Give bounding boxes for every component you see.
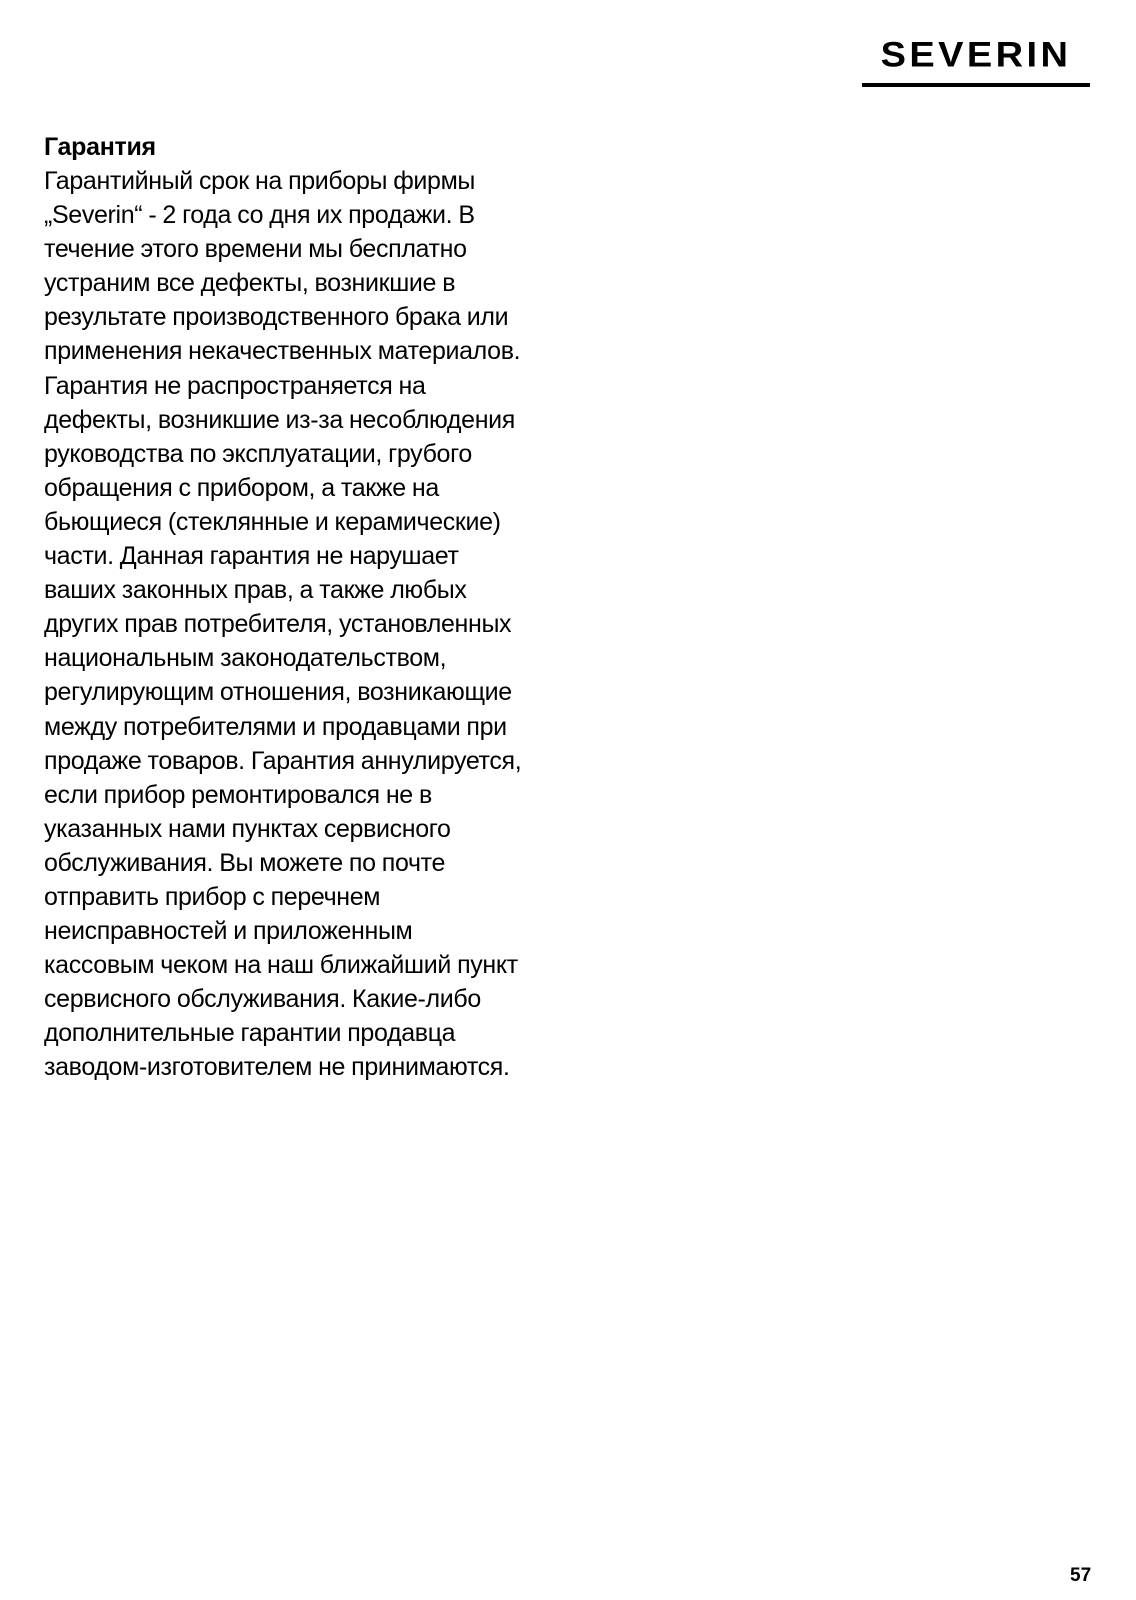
text-line: результате производственного брака или: [44, 303, 509, 332]
text-line: сервисного обслуживания. Какие-либо: [44, 985, 481, 1014]
text-line: течение этого времени мы бесплатно: [44, 235, 467, 264]
warranty-section: [44, 130, 584, 1085]
text-line: отправить прибор с перечнем: [44, 882, 381, 911]
warranty-text: [44, 164, 584, 1085]
text-line: бьющиеся (стеклянные и керамические): [44, 507, 501, 536]
text-line: дополнительные гарантии продавца: [44, 1019, 456, 1048]
text-line: национальным законодательством,: [44, 644, 447, 673]
text-line: устраним все дефекты, возникшие в: [44, 269, 456, 298]
text-line: заводом-изготовителем не принимаются.: [44, 1053, 510, 1082]
text-line: обслуживания. Вы можете по почте: [44, 848, 445, 877]
text-line: регулирующим отношения, возникающие: [44, 678, 512, 707]
severin-logo: SEVERIN: [880, 36, 1072, 75]
section-title: Гарантия: [44, 133, 156, 161]
text-line: неисправностей и приложенным: [44, 917, 413, 946]
logo-underline: [862, 83, 1090, 87]
text-line: руководства по эксплуатации, грубого: [44, 439, 472, 468]
text-line: продаже товаров. Гарантия аннулируется,: [44, 746, 522, 775]
text-line: применения некачественных материалов.: [44, 337, 521, 366]
text-line: кассовым чеком на наш ближайший пункт: [44, 951, 518, 980]
text-line: части. Данная гарантия не нарушает: [44, 542, 459, 571]
text-line: других прав потребителя, установленных: [44, 610, 512, 639]
text-line: обращения с прибором, а также на: [44, 473, 439, 502]
text-line: Гарантия не распространяется на: [44, 371, 426, 400]
page-number: 57: [1070, 1565, 1092, 1586]
text-line: между потребителями и продавцами при: [44, 712, 507, 741]
text-line: если прибор ремонтировался не в: [44, 780, 432, 809]
text-line: „Severin“ - 2 года со дня их продажи. В: [44, 201, 475, 230]
text-line: Гарантийный срок на приборы фирмы: [44, 167, 476, 195]
text-line: ваших законных прав, а также любых: [44, 576, 467, 605]
text-line: дефекты, возникшие из-за несоблюдения: [44, 405, 515, 434]
text-line: указанных нами пунктах сервисного: [44, 814, 451, 843]
